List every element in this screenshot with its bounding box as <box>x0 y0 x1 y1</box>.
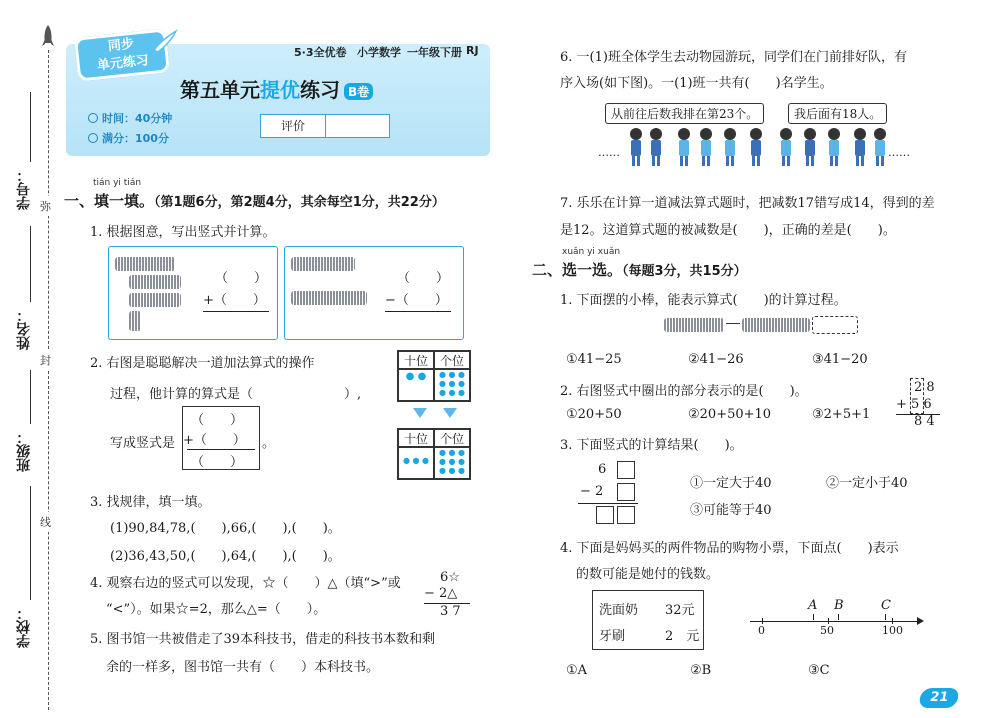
s2-q4-text-line2: 的数可能是她付的钱数。 <box>576 567 720 582</box>
stick-bundles <box>129 293 181 307</box>
version-badge: B卷 <box>344 83 373 100</box>
rocket-icon <box>40 24 56 50</box>
binding-label-student-id: 学号： <box>16 168 32 210</box>
section1-pinyin: tián yi tián <box>93 178 142 188</box>
shopping-receipt: 洗面奶 32元 牙刷 2 元 <box>592 590 704 650</box>
binding-line <box>30 370 31 424</box>
s2-q2-option-2[interactable]: ②20+50+10 <box>688 407 772 422</box>
binding-seal-char: 弥 <box>40 196 51 216</box>
arrow-down-icon <box>443 408 457 418</box>
s2-q3-vertical-top: 6 <box>598 462 607 477</box>
grade-tag: 一年级下册 <box>407 46 462 59</box>
s2-q4-option-1[interactable]: ①A <box>566 663 588 678</box>
stick-bundles <box>129 311 141 331</box>
book-tag: 5·3全优卷 <box>294 46 347 59</box>
section2-title: 二、选一选。（每题3分，共15分） <box>532 261 747 279</box>
number-line <box>750 621 922 622</box>
place-value-table-after: 十位 个位 ● ● ● ● ● ● ● ● ● ● ● ● <box>397 428 471 480</box>
s2-q4-option-2[interactable]: ②B <box>690 663 712 678</box>
s2-q3-option-1[interactable]: ①一定大于40 <box>690 476 772 491</box>
q2-text-line3: 写成竖式是 <box>110 436 176 451</box>
s2-q3-option-2[interactable]: ②一定小于40 <box>826 476 908 491</box>
q6-text-line1: 6. 一(1)班全体学生去动物园游玩，同学们在门前排好队，有 <box>560 50 907 65</box>
point-a <box>813 614 814 620</box>
time-limit: 时间：40分钟 <box>88 110 172 126</box>
s2-q2-text: 2. 右图竖式中圈出的部分表示的是( )。 <box>560 384 808 399</box>
tick-label-0: 0 <box>758 624 765 637</box>
q4-text-line1: 4. 观察右边的竖式可以发现，☆（ ）△（填“>”或 <box>90 576 401 591</box>
q4-text-line2: “<”）。如果☆=2，那么△=（ ）。 <box>106 602 327 617</box>
stick-bundles <box>742 318 810 332</box>
digit-box[interactable] <box>617 483 635 501</box>
binding-label-class: 班级： <box>16 430 32 472</box>
circled-tens <box>910 378 924 414</box>
score-label: 评价 <box>261 115 326 137</box>
s2-q3-vertical-mid: − 2 <box>580 484 604 499</box>
queue-dots-left: …… <box>598 146 620 159</box>
score-box[interactable] <box>260 114 390 138</box>
rocket-icon <box>150 28 178 54</box>
binding-label-name: 姓名： <box>16 308 32 350</box>
s2-q3-text: 3. 下面竖式的计算结果( )。 <box>560 438 743 453</box>
point-label-a: A <box>808 598 818 613</box>
binding-line <box>30 92 31 162</box>
score-input[interactable] <box>326 115 389 137</box>
circled-sticks <box>812 316 858 334</box>
s2-q1-option-1[interactable]: ①41−25 <box>566 352 622 367</box>
s2-q1-option-2[interactable]: ②41−26 <box>688 352 744 367</box>
s2-q2-option-1[interactable]: ①20+50 <box>566 407 622 422</box>
subject-tag: 小学数学 <box>357 46 401 59</box>
q5-text-line2: 余的一样多，图书馆一共有（ ）本科技书。 <box>106 660 380 675</box>
digit-box[interactable] <box>596 506 614 524</box>
stick-bundles <box>291 291 367 305</box>
s2-q3-option-3[interactable]: ③可能等于40 <box>690 503 772 518</box>
binding-line <box>30 226 31 302</box>
arrow-down-icon <box>413 408 427 418</box>
binding-label-school: 学校： <box>16 606 32 648</box>
stick-bundles <box>664 318 724 332</box>
stick-bundles <box>291 257 355 271</box>
page-number: 21 <box>918 688 960 708</box>
digit-box[interactable] <box>617 506 635 524</box>
q4-vertical-top: 6☆ <box>440 570 460 585</box>
point-c <box>885 614 886 620</box>
binding-dashed-line <box>48 50 49 710</box>
q5-text-line1: 5. 图书馆一共被借走了39本科技书，借走的科技书本数和剩 <box>90 632 436 647</box>
q2-vertical-form: （ ） +（ ） （ ） <box>182 406 260 470</box>
queue-dots-right: …… <box>888 146 910 159</box>
s2-q1-option-3[interactable]: ③41−20 <box>812 352 868 367</box>
q3-text: 3. 找规律，填一填。 <box>90 495 211 510</box>
q7-text-line1: 7. 乐乐在计算一道减法算式题时，把减数17错写成14，得到的差 <box>560 196 935 211</box>
stick-bundles <box>129 275 181 289</box>
point-label-c: C <box>881 598 891 613</box>
q3-sequence-2: (2)36,43,50,( ),64,( ),( )。 <box>110 549 341 564</box>
speech-bubble-back: 我后面有18人。 <box>788 103 887 124</box>
q2-text-line1: 2. 右图是聪聪解决一道加法算式的操作 <box>90 356 315 371</box>
s2-q2-vertical-bottom: 8 4 <box>914 414 935 429</box>
s2-q4-option-3[interactable]: ③C <box>808 663 830 678</box>
section2-pinyin: xuǎn yi xuǎn <box>562 247 621 257</box>
q4-vertical-mid: − 2△ <box>424 586 458 601</box>
q3-sequence-1: (1)90,84,78,( ),66,( ),( )。 <box>110 521 341 536</box>
check-icon <box>88 133 98 143</box>
binding-seal-char: 线 <box>40 512 51 532</box>
full-score: 满分：100分 <box>88 130 169 146</box>
q7-text-line2: 是12。这道算式题的被减数是( )，正确的差是( )。 <box>560 223 896 238</box>
q1-picture-addition: （ ） +（ ） <box>108 246 278 340</box>
q2-text-line2: 过程，他计算的算式是（ ）, <box>110 387 362 402</box>
binding-line <box>30 486 31 600</box>
digit-box[interactable] <box>617 461 635 479</box>
stick-bundles <box>115 257 175 271</box>
clock-icon <box>88 113 98 123</box>
tick-label-100: 100 <box>882 624 903 637</box>
s2-q2-vertical-mid: + 5 6 <box>896 397 932 412</box>
s2-q2-vertical-top: 2 8 <box>914 380 935 395</box>
number-line-arrow-icon <box>917 617 924 625</box>
s2-q4-text-line1: 4. 下面是妈妈买的两件物品的购物小票，下面点( )表示 <box>560 541 899 556</box>
binding-seal-char: 封 <box>40 350 51 370</box>
point-b <box>838 614 839 620</box>
sync-unit-badge: 同步 单元练习 <box>74 28 170 81</box>
q1-picture-subtraction: （ ） −（ ） <box>284 246 464 340</box>
place-value-table-before: 十位 个位 ● ● ● ● ● ● ● ● ● ● ● <box>397 350 471 402</box>
arrow-right-icon <box>726 323 740 324</box>
edition-tag: RJ <box>466 44 479 57</box>
q1-text: 1. 根据图意，写出竖式并计算。 <box>90 225 276 240</box>
point-label-b: B <box>834 598 844 613</box>
q6-text-line2: 序入场(如下图)。一(1)班一共有( )名学生。 <box>560 76 833 91</box>
students-queue-illustration <box>626 124 888 170</box>
section1-title: 一、填一填。（第1题6分，第2题4分，其余每空1分，共22分） <box>64 192 445 210</box>
q4-vertical-bottom: 3 7 <box>440 604 461 619</box>
s2-q2-option-3[interactable]: ③2+5+1 <box>812 407 871 422</box>
s2-q1-text: 1. 下面摆的小棒，能表示算式( )的计算过程。 <box>560 293 847 308</box>
tick-label-50: 50 <box>820 624 834 637</box>
page-title: 第五单元提优练习 B卷 <box>180 74 373 103</box>
speech-bubble-front: 从前往后数我排在第23个。 <box>605 103 764 124</box>
